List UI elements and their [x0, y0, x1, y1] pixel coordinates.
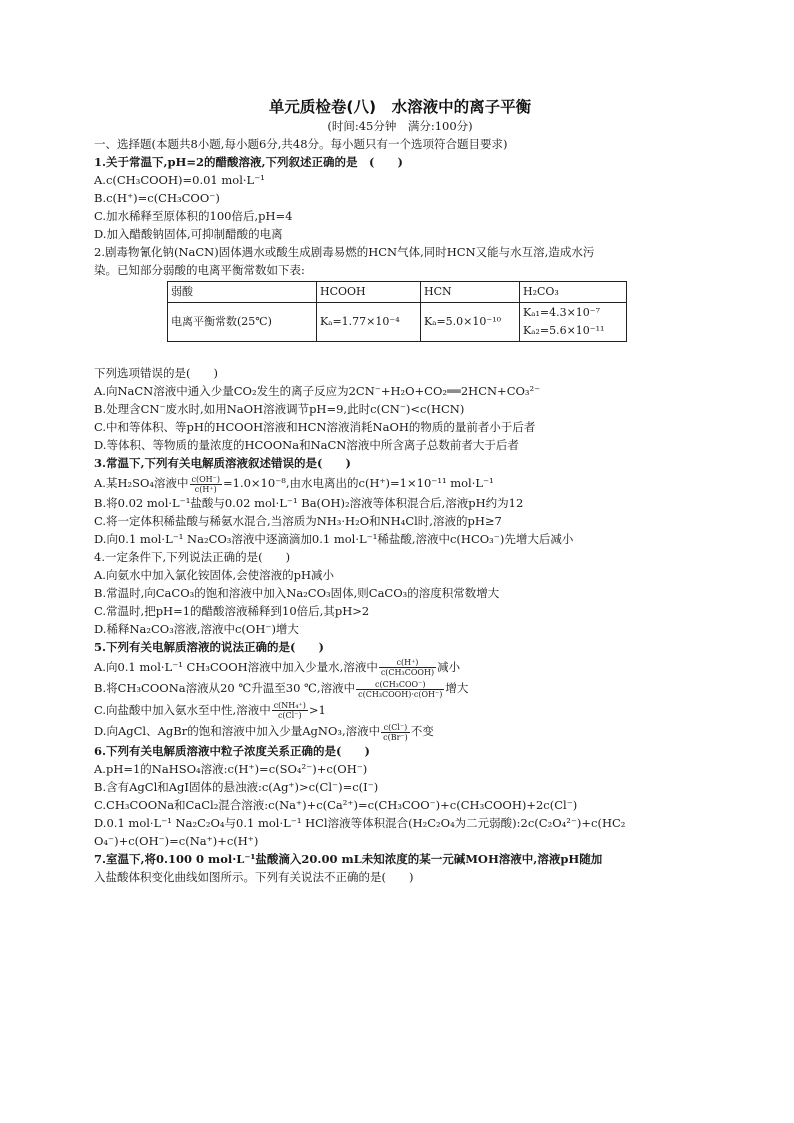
fraction — [379, 658, 436, 677]
question-6-stem: 6.下列有关电解质溶液中粒子浓度关系正确的是( ) — [94, 743, 370, 758]
q2-option-c: C.中和等体积、等pH的HCOOH溶液和HCN溶液消耗NaOH的物质的量前者小于后者 — [94, 420, 536, 434]
q3-option-a — [94, 474, 706, 494]
question-3-stem: 3.常温下,下列有关电解质溶液叙述错误的是( ) — [94, 456, 351, 470]
q5-a-prefix: A.向0.1 mol·L⁻¹ CH₃COOH溶液中加入少量水,溶液中 — [94, 659, 378, 674]
table-header-cell: 弱酸 — [168, 282, 317, 303]
q3-option-b: B.将0.02 mol·L⁻¹盐酸与0.02 mol·L⁻¹ Ba(OH)₂溶液等体积混合后,溶液pH约为12 — [94, 495, 524, 510]
exam-page — [94, 96, 706, 886]
table-header-cell: HCN — [421, 282, 520, 303]
q3-a-suffix: =1.0×10⁻⁸,由水电离出的c(H⁺)=1×10⁻¹¹ mol·L⁻¹ — [223, 476, 494, 490]
q5-b-prefix: B.将CH₃COONa溶液从20 ℃升温至30 ℃,溶液中 — [94, 681, 356, 695]
q5-c-suffix: >1 — [308, 702, 326, 717]
question-2-ask: 下列选项错误的是( ) — [94, 366, 218, 380]
ionization-constant-table — [167, 281, 627, 342]
q5-option-a — [94, 658, 706, 678]
question-5-stem: 5.下列有关电解质溶液的说法正确的是( ) — [94, 639, 324, 654]
q2-option-d: D.等体积、等物质的量浓度的HCOONa和NaCN溶液中所含离子总数前者大于后者 — [94, 438, 519, 452]
q3-option-c: C.将一定体积稀盐酸与稀氨水混合,当溶质为NH₃·H₂O和NH₄Cl时,溶液的pH≥7 — [94, 513, 502, 528]
q5-option-d — [94, 722, 706, 742]
q5-d-suffix: 不变 — [410, 724, 434, 738]
q1-option-b: B.c(H⁺)=c(CH₃COO⁻) — [94, 191, 220, 205]
fraction-denominator: c(Br⁻) — [383, 732, 408, 742]
page-subtitle: (时间:45分钟 满分:100分) — [327, 119, 473, 133]
fraction-denominator: c(H⁺) — [194, 484, 217, 494]
fraction-denominator: c(Cl⁻) — [277, 711, 302, 720]
table-row — [168, 303, 627, 342]
q2-option-a: A.向NaCN溶液中通入少量CO₂发生的离子反应为2CN⁻+H₂O+CO₂══2HCN+CO₃²⁻ — [94, 384, 541, 398]
q4-option-b: B.常温时,向CaCO₃的饱和溶液中加入Na₂CO₃固体,则CaCO₃的溶度积常数增大 — [94, 585, 500, 600]
q6-option-c: C.CH₃COONa和CaCl₂混合溶液:c(Na⁺)+c(Ca²⁺)=c(CH₃COO⁻)+c(CH₃COOH)+2c(Cl⁻) — [94, 797, 578, 812]
ka1-value: Kₐ₁=4.3×10⁻⁷ — [523, 306, 601, 319]
fraction-numerator: c(CH₃COO⁻) — [356, 680, 444, 690]
q2-option-b: B.处理含CN⁻废水时,如用NaOH溶液调节pH=9,此时c(CN⁻)<c(HCN) — [94, 402, 465, 416]
q5-c-prefix: C.向盐酸中加入氨水至中性,溶液中 — [94, 702, 271, 717]
q1-option-a: A.c(CH₃COOH)=0.01 mol·L⁻¹ — [94, 173, 265, 187]
fraction-denominator: c(CH₃COOH)·c(OH⁻) — [358, 689, 443, 699]
q4-option-c: C.常温时,把pH=1的醋酸溶液稀释到10倍后,其pH>2 — [94, 603, 370, 618]
q1-option-d: D.加入醋酸钠固体,可抑制醋酸的电离 — [94, 227, 283, 241]
question-2-stem-line2: 染。已知部分弱酸的电离平衡常数如下表: — [94, 263, 305, 277]
q1-option-c: C.加水稀释至原体积的100倍后,pH=4 — [94, 209, 293, 223]
q6-option-a: A.pH=1的NaHSO₄溶液:c(H⁺)=c(SO₄²⁻)+c(OH⁻) — [94, 761, 368, 776]
q5-a-suffix: 减小 — [437, 659, 461, 674]
fraction — [190, 475, 222, 494]
q4-option-d: D.稀释Na₂CO₃溶液,溶液中c(OH⁻)增大 — [94, 621, 299, 636]
table-cell: 电离平衡常数(25℃) — [168, 303, 317, 342]
table-cell — [520, 303, 627, 342]
q4-option-a: A.向氨水中加入氯化铵固体,会使溶液的pH减小 — [94, 567, 335, 582]
q5-d-prefix: D.向AgCl、AgBr的饱和溶液中加入少量AgNO₃,溶液中 — [94, 724, 381, 738]
question-1-stem: 1.关于常温下,pH=2的醋酸溶液,下列叙述正确的是 ( ) — [94, 155, 403, 169]
fraction-numerator: c(H⁺) — [379, 658, 436, 668]
q6-option-d-line1: D.0.1 mol·L⁻¹ Na₂C₂O₄与0.1 mol·L⁻¹ HCl溶液等体积混合(H₂C₂O₄为二元弱酸):2c(C₂O₄²⁻)+c(HC₂ — [94, 815, 626, 830]
q5-option-c — [94, 701, 706, 721]
fraction-denominator: c(CH₃COOH) — [380, 668, 435, 677]
ka2-value: Kₐ₂=5.6×10⁻¹¹ — [523, 324, 605, 337]
question-7-stem-line2: 入盐酸体积变化曲线如图所示。下列有关说法不正确的是( ) — [94, 869, 414, 884]
fraction — [381, 723, 410, 742]
fraction — [272, 701, 308, 720]
table-cell: Kₐ=5.0×10⁻¹⁰ — [421, 303, 520, 342]
question-4-stem: 4.一定条件下,下列说法正确的是( ) — [94, 549, 291, 564]
fraction-numerator: c(OH⁻) — [191, 474, 220, 484]
fraction-numerator: c(Cl⁻) — [381, 723, 410, 733]
fraction — [356, 680, 444, 699]
question-7-stem-line1: 7.室温下,将0.100 0 mol·L⁻¹盐酸滴入20.00 mL未知浓度的某一元碱MOH溶液中,溶液pH随加 — [94, 851, 603, 866]
q3-option-d: D.向0.1 mol·L⁻¹ Na₂CO₃溶液中逐滴滴加0.1 mol·L⁻¹稀盐酸,溶液中c(HCO₃⁻)先增大后减小 — [94, 531, 574, 546]
q3-a-prefix: A.某H₂SO₄溶液中 — [94, 476, 189, 490]
table-header-row — [168, 282, 627, 303]
question-2-stem-line1: 2.剧毒物氰化钠(NaCN)固体遇水或酸生成剧毒易燃的HCN气体,同时HCN又能与水互溶,造成水污 — [94, 245, 595, 259]
q5-b-suffix: 增大 — [445, 681, 469, 695]
q6-option-b: B.含有AgCl和AgI固体的悬浊液:c(Ag⁺)>c(Cl⁻)=c(I⁻) — [94, 779, 379, 794]
page-title: 单元质检卷(八) 水溶液中的离子平衡 — [268, 98, 532, 116]
table-header-cell: H₂CO₃ — [520, 282, 627, 303]
q5-option-b — [94, 679, 706, 699]
q6-option-d-line2: O₄⁻)+c(OH⁻)=c(Na⁺)+c(H⁺) — [94, 833, 259, 848]
fraction-numerator: c(NH₄⁺) — [273, 701, 306, 710]
section-heading: 一、选择题(本题共8小题,每小题6分,共48分。每小题只有一个选项符合题目要求) — [94, 137, 508, 151]
table-cell: Kₐ=1.77×10⁻⁴ — [317, 303, 421, 342]
table-header-cell: HCOOH — [317, 282, 421, 303]
